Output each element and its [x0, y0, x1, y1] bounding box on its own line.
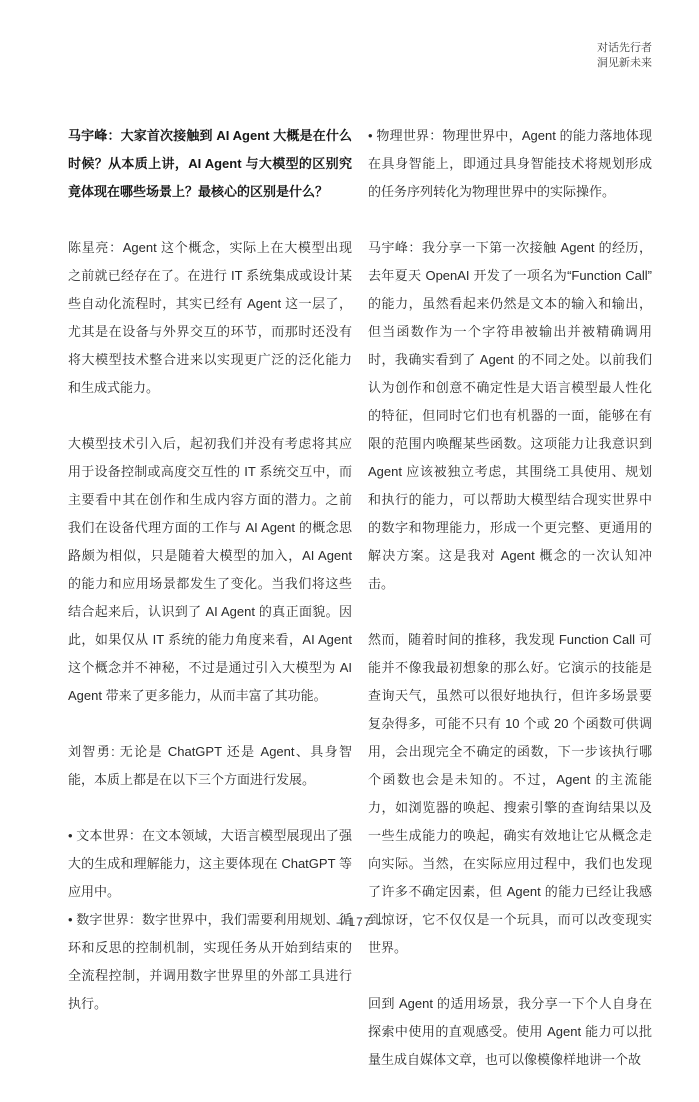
- header-tagline-line2: 洞见新未来: [597, 57, 652, 69]
- header-tagline-line1: 对话先行者: [597, 42, 652, 54]
- paragraph-question: 马宇峰：大家首次接触到 AI Agent 大概是在什么时候？从本质上讲，AI Agent 与大模型的区别究竟体现在哪些场景上？最核心的区别是什么？: [68, 128, 352, 199]
- bullet-item-text-world: • 文本世界：在文本领域，大语言模型展现出了强大的生成和理解能力，这主要体现在 ChatGPT 等应用中。: [68, 828, 352, 899]
- bullet-item-physical-world: • 物理世界：物理世界中，Agent 的能力落地体现在具身智能上，即通过具身智能技术将规划形成的任务序列转化为物理世界中的实际操作。: [368, 128, 652, 199]
- paragraph-answer: 马宇峰：我分享一下第一次接触 Agent 的经历，去年夏天 OpenAI 开发了一项名为“Function Call”的能力，虽然看起来仍然是文本的输入和输出，但当函数作为一个字符串被输出并被精确调用时，我确实看到了 Agent 的不同之处。以前我们认为创作和创意不确定性是大语言模型最人性化的特征，但同时它们也有机器的一面，能够在有限的范围内唤醒某些函数。这项能力让我意识到 Agent 应该被独立考虑，其围绕工具使用、规划和执行的能力，可以帮助大模型结合现实世界中的数字和物理能力，形成一个更完整、更通用的解决方案。这是我对 Agent 概念的一次认知冲击。: [368, 240, 652, 591]
- right-column: [368, 122, 652, 1102]
- paragraph-answer: 刘智勇: 无论是 ChatGPT 还是 Agent、具身智能，本质上都是在以下三个方面进行发展。: [68, 744, 352, 787]
- bullet-item-digital-world: • 数字世界：数字世界中，我们需要利用规划、循环和反思的控制机制，实现任务从开始到结束的全流程控制，并调用数字世界里的外部工具进行执行。: [68, 912, 352, 1011]
- paragraph-answer: 回到 Agent 的适用场景，我分享一下个人自身在探索中使用的直观感受。使用 Agent 能力可以批量生成自媒体文章，也可以像模像样地讲一个故: [368, 996, 652, 1067]
- paragraph-answer: 大模型技术引入后，起初我们并没有考虑将其应用于设备控制或高度交互性的 IT 系统交互中，而主要看中其在创作和生成内容方面的潜力。之前我们在设备代理方面的工作与 AI Agent 的概念思路颇为相似，只是随着大模型的加入，AI Agent 的能力和应用场景都发生了变化。当我们将这些结合起来后，认识到了 AI Agent 的真正面貌。因此，如果仅从 IT 系统的能力角度来看，AI Agent 这个概念并不神秘，不过是通过引入大模型为 AI Agent 带来了更多能力，从而丰富了其功能。: [68, 436, 352, 703]
- page-number: – 177 –: [336, 915, 384, 929]
- page-header: [68, 41, 652, 71]
- page-content: [68, 122, 652, 1102]
- paragraph-answer: 陈星亮：Agent 这个概念，实际上在大模型出现之前就已经存在了。在进行 IT 系统集成或设计某些自动化流程时，其实已经有 Agent 这一层了，尤其是在设备与外界交互的环节，而那时还没有将大模型技术整合进来以实现更广泛的泛化能力和生成式能力。: [68, 240, 352, 395]
- paragraph-answer: 然而，随着时间的推移，我发现 Function Call 可能并不像我最初想象的那么好。它演示的技能是查询天气，虽然可以很好地执行，但许多场景要复杂得多，可能不只有 10 个或 20 个函数可供调用，会出现完全不确定的函数，下一步该执行哪个函数也会是未知的。不过，Agent 的主流能力，如浏览器的唤起、搜索引擎的查询结果以及一些生成能力的唤起，确实有效地让它从概念走向实际。当然，在实际应用过程中，我们也发现了许多不确定因素，但 Agent 的能力已经让我感到惊讶，它不仅仅是一个玩具，而可以改变现实世界。: [368, 632, 652, 955]
- left-column: [68, 122, 352, 1102]
